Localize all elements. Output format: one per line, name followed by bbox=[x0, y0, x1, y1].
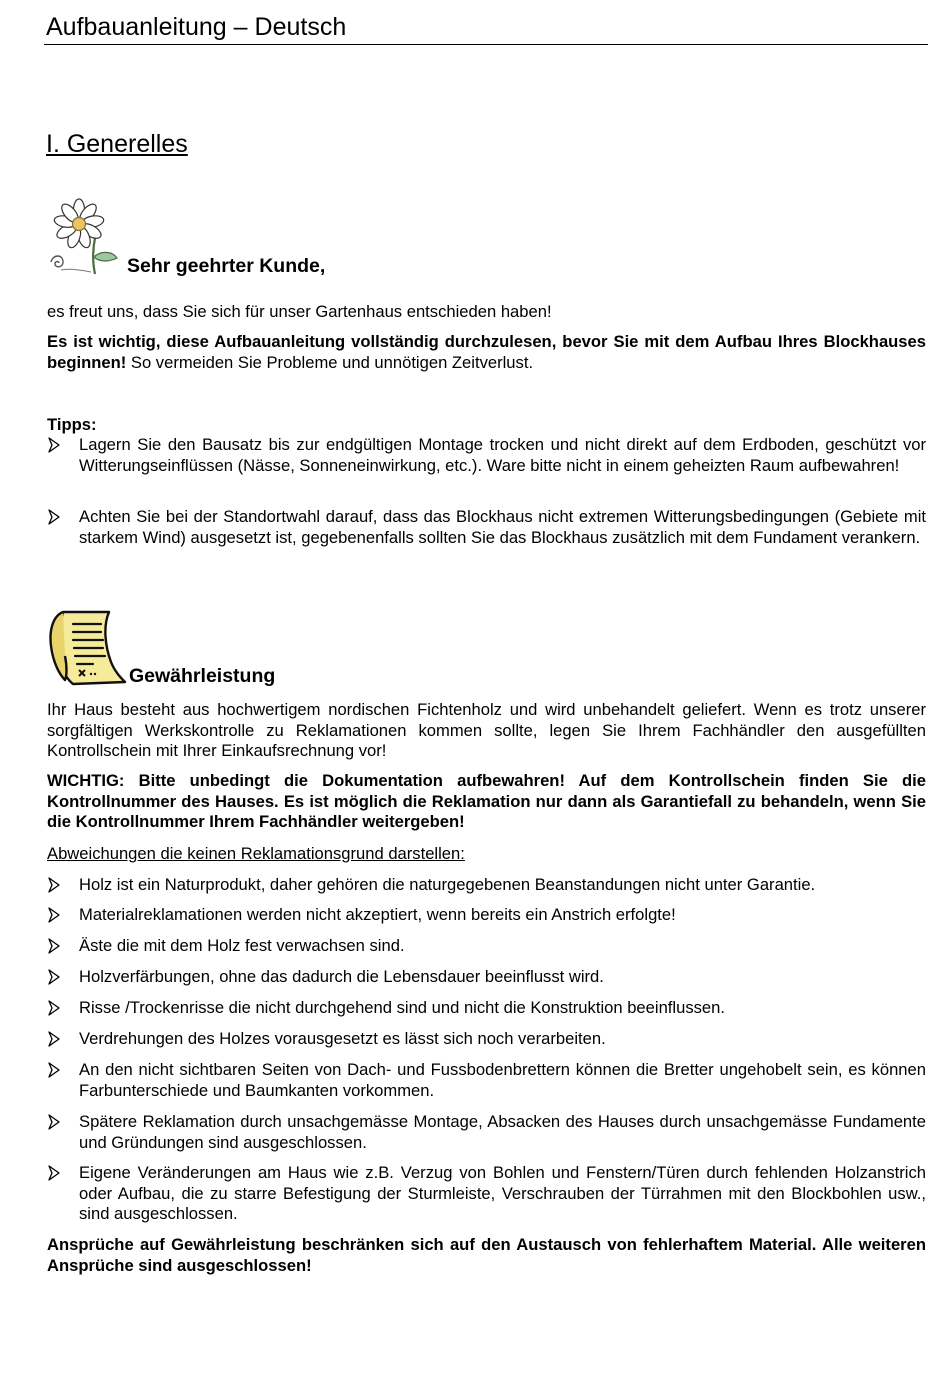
tips-label: Tipps: bbox=[47, 415, 97, 434]
page-header-title: Aufbauanleitung – Deutsch bbox=[46, 13, 347, 41]
exception-text: Risse /Trockenrisse die nicht durchgehend sind und nicht die Konstruktion beeinflussen. bbox=[79, 998, 725, 1017]
warranty-intro: Ihr Haus besteht aus hochwertigem nordischen Fichtenholz und wird unbehandelt geliefert. Wenn es trotz unserer sorgfältigen Werkskontrolle zu Reklamationen kommen sollte, legen Sie Ihrem Fachhändler den ausgefüllten Kontrollschein mit Ihrer Einkaufsrechnung vor! bbox=[47, 700, 926, 760]
list-item bbox=[47, 875, 926, 896]
important-rest-text: So vermeiden Sie Probleme und unnötigen Zeitverlust. bbox=[126, 352, 534, 372]
exception-text: Verdrehungen des Holzes vorausgesetzt es lässt sich noch verarbeiten. bbox=[79, 1029, 606, 1048]
list-item bbox=[47, 967, 926, 988]
tip-text: Lagern Sie den Bausatz bis zur endgültigen Montage trocken und nicht direkt auf dem Erdboden, geschützt vor Witterungseinflüssen (Nässe, Sonneneinwirkung, etc.). Ware bitte nicht in einem geheizten Raum aufbewahren! bbox=[79, 435, 926, 475]
list-item bbox=[47, 435, 926, 476]
list-item bbox=[47, 507, 926, 548]
arrow-bullet-icon bbox=[47, 937, 61, 955]
warranty-important: WICHTIG: Bitte unbedingt die Dokumentation aufbewahren! Auf dem Kontrollschein finden Sie die Kontrollnummer des Hauses. Es ist möglich die Reklamation nur dann als Garantiefall zu behandeln, wenn Sie die Kontrollnummer Ihrem Fachhändler weitergeben! bbox=[47, 771, 926, 831]
tip-text: Achten Sie bei der Standortwahl darauf, dass das Blockhaus nicht extremen Witterungsbedingungen (Gebiete mit starkem Wind) ausgesetzt ist, gegebenenfalls sollten Sie das Blockhaus zusätzlich mit dem Fundament verankern. bbox=[79, 507, 926, 547]
exception-text: Holzverfärbungen, ohne das dadurch die Lebensdauer beeinflusst wird. bbox=[79, 967, 604, 986]
thanks-paragraph: es freut uns, dass Sie sich für unser Gartenhaus entschieden haben! bbox=[47, 302, 552, 321]
exception-text: Äste die mit dem Holz fest verwachsen sind. bbox=[79, 936, 405, 955]
arrow-bullet-icon bbox=[47, 968, 61, 986]
important-paragraph bbox=[47, 332, 926, 373]
warranty-closing: Ansprüche auf Gewährleistung beschränken sich auf den Austausch von fehlerhaftem Material. Alle weiteren Ansprüche sind ausgeschlossen! bbox=[47, 1235, 926, 1275]
exception-text: Holz ist ein Naturprodukt, daher gehören die naturgegebenen Beanstandungen nicht unter Garantie. bbox=[79, 875, 816, 894]
arrow-bullet-icon bbox=[47, 1030, 61, 1048]
document-icon bbox=[45, 606, 127, 688]
exception-text: Eigene Veränderungen am Haus wie z.B. Verzug von Bohlen und Fenstern/Türen durch fehlenden Holzanstrich oder Aufbau, die zu starre Befestigung der Sturmleiste, Verschrauben der Türrahmen mit den Blockbohlen usw., sind ausgeschlossen. bbox=[79, 1163, 926, 1223]
list-item bbox=[47, 1112, 926, 1153]
flower-icon bbox=[45, 198, 119, 276]
arrow-bullet-icon bbox=[47, 1164, 61, 1182]
list-item bbox=[47, 936, 926, 957]
exception-text: Materialreklamationen werden nicht akzeptiert, wenn bereits ein Anstrich erfolgte! bbox=[79, 905, 676, 924]
arrow-bullet-icon bbox=[47, 436, 61, 454]
important-bold-text: Es ist wichtig, diese Aufbauanleitung vollständig durchzulesen, bevor Sie mit dem Aufbau Ihres Blockhauses beginnen! bbox=[47, 332, 926, 372]
warranty-heading: Gewährleistung bbox=[129, 665, 276, 687]
greeting-heading: Sehr geehrter Kunde, bbox=[127, 255, 326, 277]
arrow-bullet-icon bbox=[47, 508, 61, 526]
exceptions-label: Abweichungen die keinen Reklamationsgrund darstellen: bbox=[47, 844, 465, 863]
list-item bbox=[47, 905, 926, 926]
arrow-bullet-icon bbox=[47, 876, 61, 894]
list-item bbox=[47, 998, 926, 1019]
arrow-bullet-icon bbox=[47, 1113, 61, 1131]
exception-text: An den nicht sichtbaren Seiten von Dach- und Fussbodenbrettern können die Bretter ungehobelt sein, es können Farbunterschiede und Baumkanten vorkommen. bbox=[79, 1060, 926, 1100]
arrow-bullet-icon bbox=[47, 999, 61, 1017]
arrow-bullet-icon bbox=[47, 1061, 61, 1079]
page-header bbox=[44, 10, 928, 45]
arrow-bullet-icon bbox=[47, 906, 61, 924]
list-item bbox=[47, 1029, 926, 1050]
section-title: I. Generelles bbox=[46, 130, 188, 158]
list-item bbox=[47, 1060, 926, 1101]
exception-text: Spätere Reklamation durch unsachgemässe Montage, Absacken des Hauses durch unsachgemässe Fundamente und Gründungen sind ausgeschlossen. bbox=[79, 1112, 926, 1152]
list-item bbox=[47, 1163, 926, 1225]
